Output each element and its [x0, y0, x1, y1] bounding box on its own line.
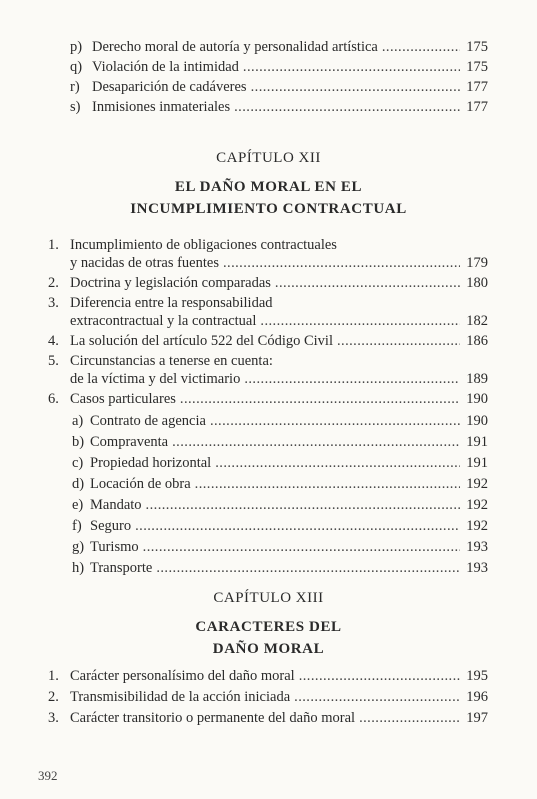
- dot-leader: [223, 254, 460, 272]
- entry-label: Propiedad horizontal: [90, 455, 212, 471]
- dot-leader: [382, 38, 460, 56]
- entry-page: 190: [466, 413, 488, 429]
- page-number: 392: [38, 768, 58, 783]
- entry-number: 6.: [48, 391, 59, 407]
- dot-leader: [243, 58, 460, 76]
- toc-entry: [70, 38, 488, 56]
- entry-label: Desaparición de cadáveres: [92, 79, 247, 95]
- toc-entry: [48, 332, 488, 350]
- entry-label: Incumplimiento de obligaciones contractuales: [70, 237, 337, 253]
- entry-letter: e): [72, 497, 84, 513]
- entry-label: Casos particulares: [70, 391, 176, 407]
- toc-subentry: [48, 559, 488, 577]
- dot-leader: [251, 78, 460, 96]
- dot-leader: [143, 538, 460, 556]
- entry-label: Doctrina y legislación comparadas: [70, 275, 271, 291]
- entry-label-cont: extracontractual y la contractual: [70, 313, 257, 329]
- entry-page: 175: [466, 39, 488, 55]
- entry-label: La solución del artículo 522 del Código Civil: [70, 333, 333, 349]
- entry-page: 193: [466, 560, 488, 576]
- dot-leader: [359, 709, 460, 727]
- entry-page: 186: [466, 333, 488, 349]
- entry-page: 189: [466, 371, 488, 387]
- entry-letter: h): [72, 560, 85, 576]
- entry-number: 4.: [48, 333, 59, 349]
- entry-letter: g): [72, 539, 85, 555]
- entry-label: Diferencia entre la responsabilidad: [70, 295, 273, 311]
- entry-letter: b): [72, 434, 85, 450]
- entry-letter: s): [70, 99, 81, 115]
- entry-page: 191: [466, 434, 488, 450]
- toc-entry: [48, 352, 488, 388]
- entry-letter: c): [72, 455, 84, 471]
- entry-page: 190: [466, 391, 488, 407]
- chapter-13-heading: [0, 590, 537, 660]
- toc-entry: [48, 688, 488, 706]
- chapter-13-toc: [48, 667, 488, 727]
- toc-subentry: [48, 517, 488, 535]
- dot-leader: [195, 475, 460, 493]
- chapter-title-line1: EL DAÑO MORAL EN EL: [174, 179, 363, 195]
- dot-leader: [260, 312, 460, 330]
- dot-leader: [299, 667, 460, 685]
- entry-page: 191: [466, 455, 488, 471]
- chapter-label: CAPÍTULO XIII: [213, 590, 324, 606]
- entry-letter: q): [70, 59, 83, 75]
- entry-letter: r): [70, 79, 80, 95]
- entry-page: 196: [466, 689, 488, 705]
- entry-number: 1.: [48, 237, 59, 253]
- toc-entry: [70, 98, 488, 116]
- entry-label: Carácter transitorio o permanente del daño moral: [70, 710, 356, 726]
- chapter-12-heading: [0, 150, 537, 220]
- dot-leader: [244, 370, 460, 388]
- dot-leader: [156, 559, 460, 577]
- entry-number: 1.: [48, 668, 59, 684]
- entry-page: 180: [466, 275, 488, 291]
- entry-page: 192: [466, 518, 488, 534]
- entry-page: 175: [466, 59, 488, 75]
- chapter-title-line2: INCUMPLIMIENTO CONTRACTUAL: [130, 201, 407, 217]
- entry-label-cont: y nacidas de otras fuentes: [70, 255, 219, 271]
- entry-label: Transmisibilidad de la acción iniciada: [70, 689, 291, 705]
- entry-page: 193: [466, 539, 488, 555]
- toc-entry: [48, 667, 488, 685]
- dot-leader: [172, 433, 460, 451]
- entry-label: Mandato: [90, 497, 142, 513]
- toc-entry: [48, 274, 488, 292]
- entry-label: Locación de obra: [90, 476, 191, 492]
- toc-top-list: [70, 38, 488, 116]
- dot-leader: [337, 332, 460, 350]
- entry-label: Violación de la intimidad: [92, 59, 239, 75]
- entry-number: 2.: [48, 689, 59, 705]
- entry-number: 3.: [48, 295, 59, 311]
- entry-page: 192: [466, 497, 488, 513]
- dot-leader: [275, 274, 460, 292]
- entry-label-cont: de la víctima y del victimario: [70, 371, 241, 387]
- toc-entry: [48, 236, 488, 272]
- chapter-title-line1: CARACTERES DEL: [195, 619, 342, 635]
- toc-entry: [48, 294, 488, 330]
- entry-letter: a): [72, 413, 84, 429]
- entry-label: Turismo: [90, 539, 139, 555]
- entry-number: 5.: [48, 353, 59, 369]
- chapter-label: CAPÍTULO XII: [216, 150, 321, 166]
- toc-subentry: [48, 412, 488, 430]
- entry-label: Derecho moral de autoría y personalidad artística: [92, 39, 378, 55]
- entry-letter: d): [72, 476, 85, 492]
- dot-leader: [215, 454, 460, 472]
- entry-label: Compraventa: [90, 434, 169, 450]
- dot-leader: [294, 688, 460, 706]
- toc-subentry: [48, 475, 488, 493]
- dot-leader: [234, 98, 460, 116]
- entry-label: Circunstancias a tenerse en cuenta:: [70, 353, 273, 369]
- toc-entry: [48, 709, 488, 727]
- toc-subentry: [48, 454, 488, 472]
- toc-entry: [70, 78, 488, 96]
- entry-number: 3.: [48, 710, 59, 726]
- entry-label: Inmisiones inmateriales: [92, 99, 231, 115]
- toc-entry: [70, 58, 488, 76]
- chapter-12-toc: [48, 236, 488, 577]
- entry-label: Contrato de agencia: [90, 413, 206, 429]
- entry-number: 2.: [48, 275, 59, 291]
- toc-entry: [48, 390, 488, 408]
- entry-page: 195: [466, 668, 488, 684]
- entry-label: Carácter personalísimo del daño moral: [70, 668, 295, 684]
- toc-subentry: [48, 538, 488, 556]
- entry-page: 177: [466, 79, 488, 95]
- entry-letter: p): [70, 39, 83, 55]
- entry-label: Transporte: [90, 560, 153, 576]
- toc-subentry: [48, 433, 488, 451]
- toc-subentry: [48, 496, 488, 514]
- entry-letter: f): [72, 518, 82, 534]
- entry-page: 197: [466, 710, 488, 726]
- entry-page: 192: [466, 476, 488, 492]
- entry-page: 177: [466, 99, 488, 115]
- dot-leader: [180, 390, 460, 408]
- entry-page: 179: [466, 255, 488, 271]
- entry-label: Seguro: [90, 518, 132, 534]
- dot-leader: [135, 517, 460, 535]
- entry-page: 182: [466, 313, 488, 329]
- dot-leader: [146, 496, 460, 514]
- dot-leader: [210, 412, 460, 430]
- chapter-title-line2: DAÑO MORAL: [212, 641, 325, 657]
